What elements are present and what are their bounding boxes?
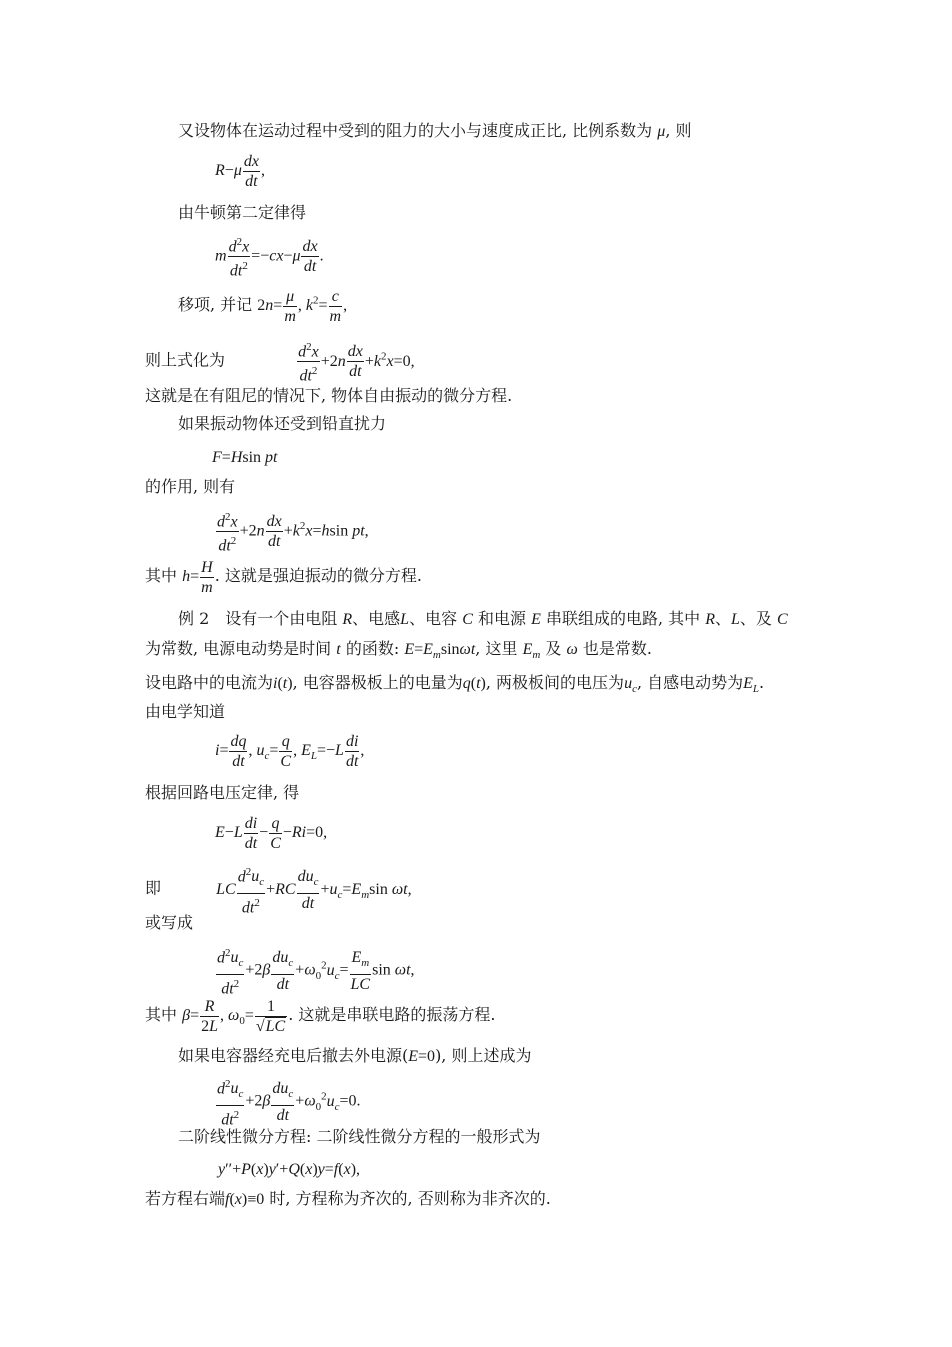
equation-general-form: y′′+P(x)y′+Q(x)y=f(x), — [218, 1161, 361, 1178]
paragraph-damping-intro: 又设物体在运动过程中受到的阻力的大小与速度成正比, 比例系数为 μ, 则 — [178, 121, 692, 140]
paragraph-forced-vibration: 其中 h= $\frac{H}{m}$ . 这就是强迫振动的微分方程. — [145, 559, 422, 596]
equation-oscillation: $\frac{d^2u_c}{dt^2}$ +2β $\frac{du_c}{dt}$ $+\omega_0^2u_c=$ $\frac{E_m}{LC}$ sin ωt, — [215, 944, 415, 998]
equation-free-oscillation: $\frac{d^2u_c}{dt^2}$ +2β $\frac{du_c}{dt}$ $+\omega_0^2u_c=0$. — [215, 1075, 361, 1129]
paragraph-discharge: 如果电容器经充电后撤去外电源(E=0), 则上述成为 — [178, 1046, 532, 1065]
paragraph-second-order-linear: 二阶线性微分方程: 二阶线性微分方程的一般形式为 — [178, 1127, 541, 1146]
equation-force: F=Hsin pt — [212, 449, 278, 466]
paragraph-emf: 为常数, 电源电动势是时间 t 的函数: $E=E_m\sin\omega t$, 这里 $E_m$ 及 ω 也是常数. — [145, 639, 652, 662]
paragraph-transformed: 则上式化为 $\frac{d^2x}{dt^2}$ +2n $\frac{dx}{dt}$ $+k^2x=0$, — [145, 338, 415, 386]
equation-newton: m $\frac{d^2x}{dt^2}$ =−cx−μ $\frac{dx}{dt}$ . — [215, 233, 324, 281]
paragraph-electricity: 由电学知道 — [145, 702, 226, 721]
paragraph-disturbing-force: 如果振动物体还受到铅直扰力 — [178, 414, 387, 433]
paragraph-example-2: 例 2 设有一个由电阻 R、电感L、电容 C 和电源 E 串联组成的电路, 其中 R、L、及 C — [178, 609, 788, 628]
paragraph-kirchhoff: 根据回路电压定律, 得 — [145, 783, 300, 802]
paragraph-circuit-variables: 设电路中的电流为i(t), 电容器极板上的电量为q(t), 两极板间的电压为$u_c$, 自感电动势为$E_L$. — [145, 673, 765, 696]
equation-circuit-relations: i= $\frac{dq}{dt}$ , $u_c=$ $\frac{q}{C}$ , $E_L=-L$ $\frac{di}{dt}$ , — [215, 733, 365, 770]
paragraph-homogeneous: 若方程右端f(x)≡0 时, 方程称为齐次的, 否则称为非齐次的. — [145, 1189, 551, 1208]
equation-resistance: R−μ $\frac{dx}{dt}$ , — [215, 153, 265, 190]
paragraph-that-is: 即 LC $\frac{d^2u_c}{dt^2}$ +RC $\frac{du_c}{dt}$ $+u_c=E_m\sin$ ωt, — [145, 863, 412, 917]
paragraph-series-oscillation: 其中 β= $\frac{R}{2L}$ , $\omega_0=$ $\frac{1}{√LC}$ . 这就是串联电路的振荡方程. — [145, 998, 496, 1035]
equation-kirchhoff: E−L $\frac{di}{dt}$ − $\frac{q}{C}$ −Ri=0, — [215, 815, 328, 852]
equation-forced: $\frac{d^2x}{dt^2}$ +2n $\frac{dx}{dt}$ $+k^2x=hsin$ pt, — [215, 508, 369, 556]
paragraph-substitution: 移项, 并记 2n= $\frac{\mu}{m}$ , $k^2=$ $\frac{c}{m}$ , — [178, 288, 348, 325]
paragraph-or-written: 或写成 — [145, 913, 194, 932]
paragraph-effect: 的作用, 则有 — [145, 477, 236, 496]
paragraph-free-vibration: 这就是在有阻尼的情况下, 物体自由振动的微分方程. — [145, 386, 513, 405]
paragraph-newton: 由牛顿第二定律得 — [178, 203, 307, 222]
